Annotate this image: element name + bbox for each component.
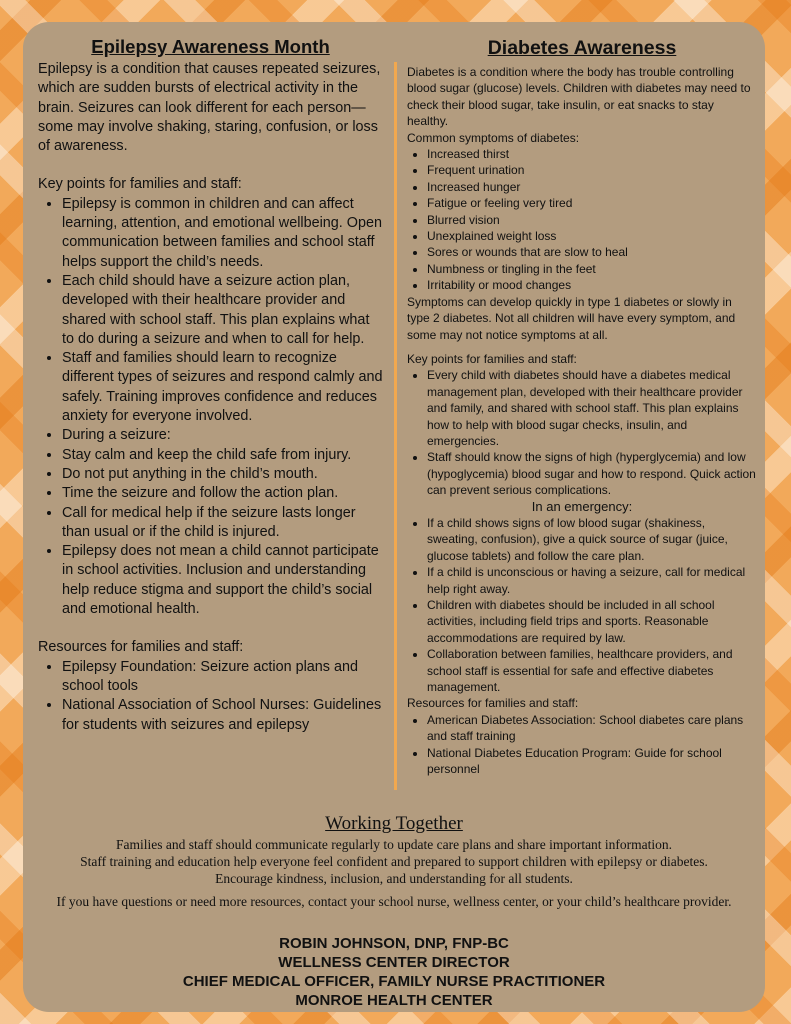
list-item: • Each child should have a seizure action plan, developed with their healthcare provider and shared with school staff. This plan explains what to do during a seizure and when to call for help. xyxy=(62,272,383,349)
list-item: • Staff and families should learn to recognize different types of seizures and respond calmly and safely. Training improves confidence and reduces anxiety for everyone involved. xyxy=(62,349,383,426)
list-item: • Fatigue or feeling very tired xyxy=(427,195,757,211)
diabetes-resources-heading: Resources for families and staff: xyxy=(407,696,579,711)
list-item: • If a child shows signs of low blood sugar (shakiness, sweating, confusion), give a quick source of sugar (juice, glucose tablets) and follow the care plan. xyxy=(427,515,757,564)
contact-line: If you have questions or need more resources, contact your school nurse, wellness center, or your child’s healthcare provider. xyxy=(56,894,732,909)
list-item: • Irritability or mood changes xyxy=(427,277,757,293)
list-item: • Every child with diabetes should have a diabetes medical management plan, developed with their healthcare provider and family, and shared with school staff. This plan explains how to help with blood sugar checks, insulin, and emergencies. xyxy=(427,367,757,449)
together-line: Encourage kindness, inclusion, and understanding for all students. xyxy=(215,871,573,886)
epilepsy-intro: Epilepsy is a condition that causes repeated seizures, which are sudden bursts of electrical activity in the brain. Seizures can look different for each person—some may involve shaking, staring, confusion, or loss of awareness. xyxy=(38,61,381,155)
together-line: Staff training and education help everyone feel confident and prepared to support children with epilepsy or diabetes. xyxy=(80,854,708,869)
diabetes-section xyxy=(407,36,757,777)
list-item: • Frequent urination xyxy=(427,162,757,178)
epilepsy-title: Epilepsy Awareness Month xyxy=(91,36,330,57)
epilepsy-resources xyxy=(38,658,383,735)
diabetes-intro: Diabetes is a condition where the body has trouble controlling blood sugar (glucose) levels. Children with diabetes may need to check their blood sugar, take insulin, or eat snacks to stay healthy. xyxy=(407,65,751,129)
list-item: • National Association of School Nurses: Guidelines for students with seizures and epilepsy xyxy=(62,696,383,735)
epilepsy-key-points-heading: Key points for families and staff: xyxy=(38,176,242,193)
list-item: • Time the seizure and follow the action plan. xyxy=(62,484,383,503)
working-together-section xyxy=(23,812,765,1010)
epilepsy-resources-heading: Resources for families and staff: xyxy=(38,639,244,656)
signature-name: ROBIN JOHNSON, DNP, FNP-BC xyxy=(279,935,509,952)
column-divider xyxy=(394,62,397,790)
signature-title: CHIEF MEDICAL OFFICER, FAMILY NURSE PRACTITIONER xyxy=(182,973,606,990)
list-item: • National Diabetes Education Program: Guide for school personnel xyxy=(427,745,757,778)
list-item: • Increased thirst xyxy=(427,146,757,162)
diabetes-symptoms xyxy=(407,146,757,294)
together-line: Families and staff should communicate regularly to update care plans and share important information. xyxy=(115,837,673,852)
diabetes-resources xyxy=(407,712,757,778)
diabetes-symptoms-note: Symptoms can develop quickly in type 1 diabetes or slowly in type 2 diabetes. Not all children will have every symptom, and some may not notice symptoms at all. xyxy=(407,294,736,342)
diabetes-emergency xyxy=(407,515,757,695)
list-item: • Epilepsy Foundation: Seizure action plans and school tools xyxy=(62,658,383,697)
list-item: • Numbness or tingling in the feet xyxy=(427,261,757,277)
list-item: • If a child is unconscious or having a seizure, call for medical help right away. xyxy=(427,564,757,597)
list-item: • Unexplained weight loss xyxy=(427,228,757,244)
list-item: • Sores or wounds that are slow to heal xyxy=(427,244,757,260)
list-item: • Do not put anything in the child’s mouth. xyxy=(62,465,383,484)
working-together-title: Working Together xyxy=(325,813,463,834)
list-item: • Blurred vision xyxy=(427,212,757,228)
flyer-card xyxy=(23,22,765,1012)
list-item: • Epilepsy does not mean a child cannot participate in school activities. Inclusion and understanding help reduce stigma and support the child’s social and emotional health. xyxy=(62,542,383,619)
diabetes-symptoms-heading: Common symptoms of diabetes: xyxy=(407,130,580,145)
epilepsy-key-points xyxy=(38,195,383,620)
diabetes-key-points xyxy=(407,367,757,498)
list-item: • Children with diabetes should be included in all school activities, including field trips and sports. Reasonable accommodations are required by law. xyxy=(427,597,757,646)
diabetes-emergency-heading: In an emergency: xyxy=(531,498,633,514)
list-item: • Epilepsy is common in children and can affect learning, attention, and emotional wellbeing. Open communication between families and school staff helps support the child’s needs. xyxy=(62,195,383,272)
diabetes-key-points-heading: Key points for families and staff: xyxy=(407,351,577,366)
list-item: • Collaboration between families, healthcare providers, and school staff is essential for safe and effective diabetes management. xyxy=(427,646,757,695)
list-item: • Increased hunger xyxy=(427,179,757,195)
list-item: • American Diabetes Association: School diabetes care plans and staff training xyxy=(427,712,757,745)
signature-title: WELLNESS CENTER DIRECTOR xyxy=(278,954,510,971)
list-item: • Call for medical help if the seizure lasts longer than usual or if the child is injured. xyxy=(62,504,383,543)
list-item: • Stay calm and keep the child safe from injury. xyxy=(62,446,383,465)
epilepsy-section xyxy=(38,36,383,735)
diabetes-title: Diabetes Awareness xyxy=(487,37,677,59)
signature-organization: MONROE HEALTH CENTER xyxy=(295,992,493,1009)
list-item: • Staff should know the signs of high (hyperglycemia) and low (hypoglycemia) blood sugar and how to respond. Quick action can prevent serious complications. xyxy=(427,449,757,498)
list-item: • During a seizure: xyxy=(62,426,383,445)
